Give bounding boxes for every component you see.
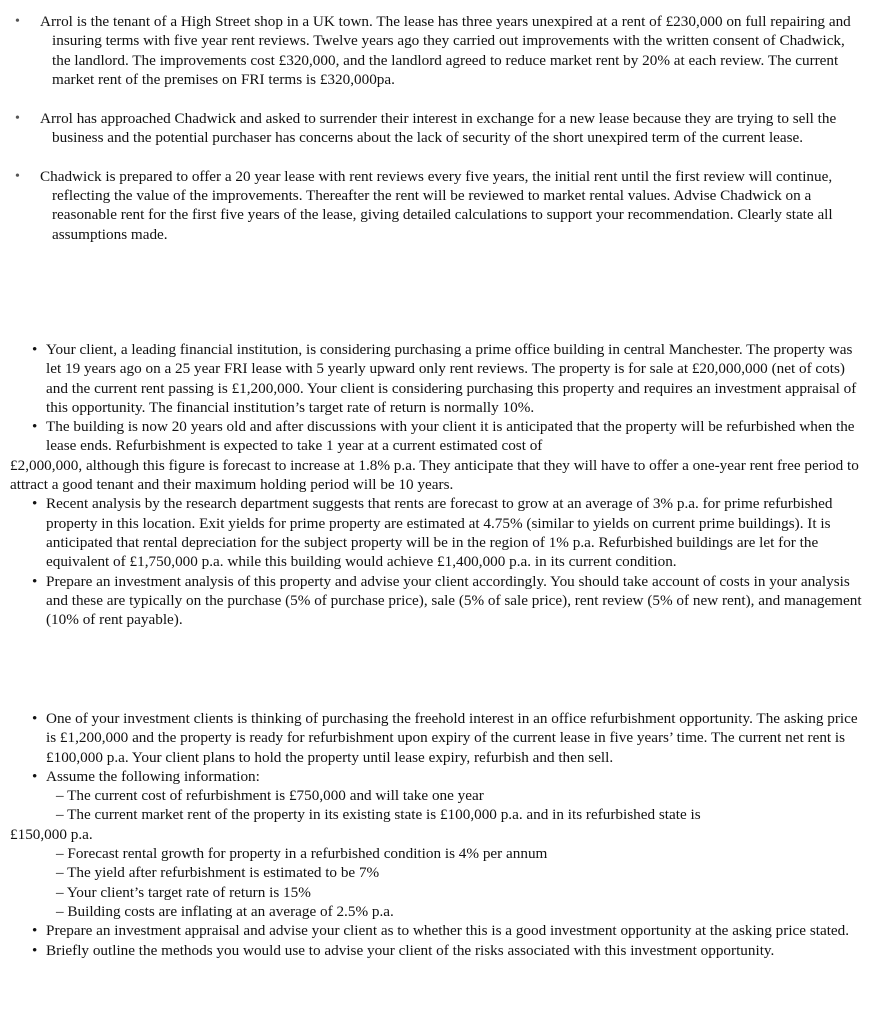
bullet-text: Recent analysis by the research department suggests that rents are forecast to grow at an average of 3% p.a. for prime refurbished property in this location. Exit yields for prime property are estimated at 4.75% (similar to yields on current prime buildings). It is anticipated that rental depreciation for the subject property will be in the region of 1% p.a. Refurbished buildings are let for the equivalent of £1,750,000 p.a. while this building would achieve £1,400,000 p.a. in its current condition. xyxy=(46,495,833,571)
paragraph-text: Arrol is the tenant of a High Street shop in a UK town. The lease has three years unexpired at a rent of £230,000 on full repairing and insuring terms with five year rent reviews. Twelve years ago they carried out improvements with the written consent of Chadwick, the landlord. The improvements cost £320,000, and the landlord agreed to reduce market rent by 20% at each review. The current market rent of the premises on FRI terms is £320,000pa. xyxy=(40,13,851,88)
bullet-item xyxy=(0,921,872,940)
assumption-item: – Building costs are inflating at an average of 2.5% p.a. xyxy=(56,902,394,920)
paragraph-2 xyxy=(0,109,872,148)
paragraph-text: Chadwick is prepared to offer a 20 year lease with rent reviews every five years, the initial rent until the first review will continue, reflecting the value of the improvements. Thereafter the rent will be reviewed to market rental values. Advise Chadwick on a reasonable rent for the first five years of the lease, giving detailed calculations to support your recommendation. Clearly state all assumptions made. xyxy=(40,167,833,243)
question-arrol-chadwick xyxy=(0,12,872,263)
assumption-item: – Your client’s target rate of return is 15% xyxy=(56,883,311,901)
paragraph-text: Arrol has approached Chadwick and asked to surrender their interest in exchange for a new lease because they are trying to sell the business and the potential purchaser has concerns about the lack of security of the short unexpired term of the current lease. xyxy=(40,109,837,146)
bullet-item xyxy=(0,572,872,630)
paragraph-1 xyxy=(0,12,872,89)
bullet-icon: • xyxy=(15,168,20,184)
question-refurbishment-opportunity xyxy=(0,709,872,960)
bullet-icon: • xyxy=(15,110,20,126)
bullet-item xyxy=(0,340,872,417)
bullet-item xyxy=(0,767,872,786)
bullet-icon: • xyxy=(32,922,38,940)
bullet-icon: • xyxy=(32,418,38,436)
assumption-item: – The current market rent of the property in its existing state is £100,000 p.a. and in its refurbished state is xyxy=(56,806,701,824)
bullet-text: Prepare an investment analysis of this property and advise your client accordingly. You should take account of costs in your analysis and these are typically on the purchase (5% of purchase price), sale (5% of sale price), rent review (5% of new rent), and management (10% of rent payable). xyxy=(46,572,862,629)
assumption-continuation: £150,000 p.a. xyxy=(10,825,93,843)
assumption-item: – The yield after refurbishment is estimated to be 7% xyxy=(56,864,380,882)
bullet-item xyxy=(0,709,872,767)
bullet-icon: • xyxy=(32,341,38,358)
bullet-icon: • xyxy=(32,572,38,590)
bullet-continuation: £2,000,000, although this figure is forecast to increase at 1.8% p.a. They anticipate that they will have to offer a one-year rent free period to attract a good tenant and their maximum holding period will be 10 years. xyxy=(10,456,859,494)
bullet-text: The building is now 20 years old and after discussions with your client it is anticipated that the property will be refurbished when the lease ends. Refurbishment is expected to take 1 year at a current estimated cost of xyxy=(46,418,855,455)
bullet-icon: • xyxy=(32,495,38,513)
bullet-item xyxy=(0,941,872,960)
bullet-text: Prepare an investment appraisal and advise your client as to whether this is a good investment opportunity at the asking price stated. xyxy=(46,922,850,940)
assumption-item: – The current cost of refurbishment is £750,000 and will take one year xyxy=(56,787,484,805)
bullet-icon: • xyxy=(32,941,38,959)
bullet-text: Assume the following information: xyxy=(46,767,260,785)
bullet-item xyxy=(0,494,872,571)
bullet-icon: • xyxy=(15,14,20,29)
question-manchester-office xyxy=(0,340,872,629)
assumption-item: – Forecast rental growth for property in a refurbished condition is 4% per annum xyxy=(56,845,548,863)
bullet-icon: • xyxy=(32,767,38,785)
bullet-text: One of your investment clients is thinking of purchasing the freehold interest in an office refurbishment opportunity. The asking price is £1,200,000 and the property is ready for refurbishment upon expiry of the current lease in five years’ time. The current net rent is £100,000 p.a. Your client plans to hold the property until lease expiry, refurbish and then sell. xyxy=(46,710,858,766)
bullet-text: Your client, a leading financial institution, is considering purchasing a prime office building in central Manchester. The property was let 19 years ago on a 25 year FRI lease with 5 yearly upward only rent reviews. The property is for sale at £20,000,000 (net of cots) and the current rent passing is £1,200,000. Your client is considering purchasing this property and requires an investment appraisal of this opportunity. The financial institution’s target rate of return is normally 10%. xyxy=(46,341,857,416)
paragraph-3 xyxy=(0,167,872,244)
bullet-text: Briefly outline the methods you would use to advise your client of the risks associated with this investment opportunity. xyxy=(46,941,775,959)
bullet-icon: • xyxy=(32,710,38,727)
bullet-item xyxy=(0,417,872,456)
